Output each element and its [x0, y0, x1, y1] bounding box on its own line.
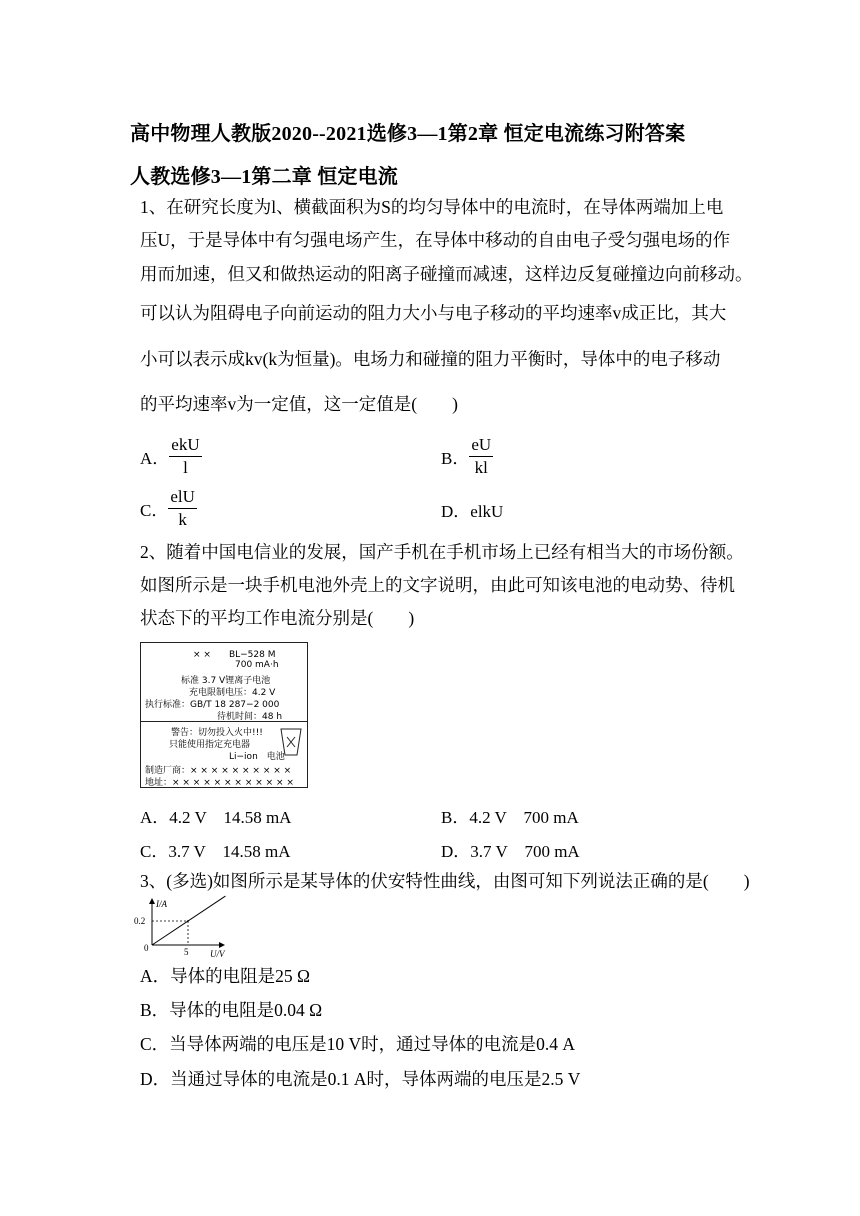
- q2-option-a[interactable]: A．4.2 V 14.58 mA: [140, 808, 292, 827]
- option-text: elkU: [470, 502, 504, 521]
- q1-option-a[interactable]: [140, 434, 202, 479]
- data-point: [187, 920, 189, 922]
- q1-option-b[interactable]: [441, 434, 493, 479]
- battery-standby: 待机时间：48 h: [217, 712, 283, 722]
- q1-line-3: 用而加速，但又和做热运动的阳离子碰撞而减速，这样边反复碰撞边向前移动。: [140, 264, 753, 284]
- q2-option-b[interactable]: B．4.2 V 700 mA: [441, 808, 579, 827]
- y-tick-label: 0.2: [134, 916, 146, 926]
- section-title: 人教选修3—1第二章 恒定电流: [130, 166, 398, 188]
- numerator: eU: [469, 434, 493, 457]
- q3-option-d[interactable]: D．当通过导体的电流是0.1 A时，导体两端的电压是2.5 V: [140, 1069, 581, 1089]
- battery-capacity: 700 mA·h: [235, 660, 279, 670]
- q2-line-2: 如图所示是一块手机电池外壳上的文字说明，由此可知该电池的电动势、待机: [140, 575, 735, 595]
- denominator: k: [178, 510, 187, 529]
- document-title: 高中物理人教版2020--2021选修3—1第2章 恒定电流练习附答案: [130, 123, 686, 145]
- battery-standard: 执行标准：GB/T 18 287−2 000: [145, 700, 280, 710]
- battery-type: 标准 3.7 V锂离子电池: [181, 676, 271, 686]
- q1-line-5: 小可以表示成kv(k为恒量)。电场力和碰撞的阻力平衡时，导体中的电子移动: [140, 349, 721, 369]
- x-axis-label: U/V: [210, 949, 225, 959]
- battery-address: 地址：× × × × × × × × × × × ×: [145, 778, 294, 788]
- denominator: kl: [474, 458, 488, 477]
- fraction: [169, 434, 201, 479]
- numerator: elU: [168, 486, 197, 509]
- q1-line-4: 可以认为阻碍电子向前运动的阻力大小与电子移动的平均速率v成正比，其大: [140, 303, 727, 323]
- q1-option-c[interactable]: [140, 486, 197, 531]
- battery-charger-note: 只能使用指定充电器: [169, 740, 251, 750]
- q1-option-d[interactable]: [441, 497, 503, 522]
- q3-option-b[interactable]: B．导体的电阻是0.04 Ω: [140, 1000, 323, 1020]
- q3-option-c[interactable]: C．当导体两端的电压是10 V时，通过导体的电流是0.4 A: [140, 1034, 576, 1054]
- battery-liion: Li−ion 电池: [229, 752, 285, 762]
- numerator: ekU: [169, 434, 201, 457]
- q2-option-d[interactable]: D．3.7 V 700 mA: [441, 842, 580, 861]
- x-tick-label: 5: [184, 947, 189, 957]
- battery-divider: [141, 721, 307, 722]
- q1-line-2: 压U，于是导体中有匀强电场产生，在导体中移动的自由电子受匀强电场的作: [140, 230, 731, 250]
- origin-label: 0: [144, 943, 149, 953]
- battery-model: × × BL−528 M: [193, 650, 276, 660]
- q1-line-6: 的平均速率v为一定值，这一定值是( ): [140, 394, 458, 414]
- y-axis-label: I/A: [156, 899, 167, 909]
- fraction: [168, 486, 197, 531]
- battery-label-figure: [140, 642, 308, 788]
- option-label: B．: [441, 449, 470, 468]
- denominator: l: [183, 458, 188, 477]
- q2-option-c[interactable]: C．3.7 V 14.58 mA: [140, 842, 291, 861]
- battery-warning: 警告：切勿投入火中!!!: [171, 728, 263, 738]
- option-label: A．: [140, 449, 170, 468]
- fraction: [469, 434, 493, 479]
- q3-line-1: 3、(多选)如图所示是某导体的伏安特性曲线，由图可知下列说法正确的是( ): [140, 871, 750, 891]
- q3-option-a[interactable]: A．导体的电阻是25 Ω: [140, 966, 311, 986]
- iu-characteristic-graph: [126, 895, 232, 959]
- battery-charge-limit: 充电限制电压：4.2 V: [189, 688, 276, 698]
- option-label: D．: [441, 502, 471, 521]
- q1-line-1: 1、在研究长度为l、横截面积为S的均匀导体中的电流时，在导体两端加上电: [140, 197, 724, 217]
- q2-line-3: 状态下的平均工作电流分别是( ): [140, 608, 415, 628]
- q2-line-1: 2、随着中国电信业的发展，国产手机在手机市场上已经有相当大的市场份额。: [140, 542, 744, 562]
- option-label: C．: [140, 501, 169, 520]
- battery-maker: 制造厂商：× × × × × × × × × ×: [145, 766, 292, 776]
- no-fire-icon: [279, 727, 303, 757]
